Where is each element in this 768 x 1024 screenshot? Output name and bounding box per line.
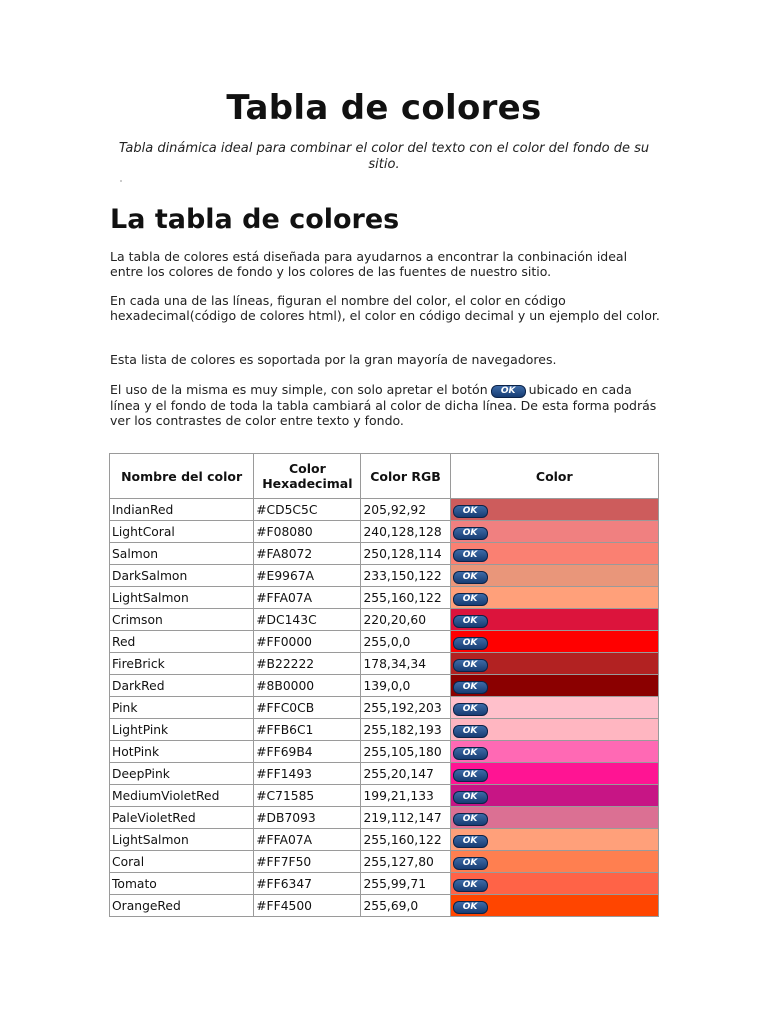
color-swatch-cell bbox=[450, 521, 658, 543]
color-hex-cell: #FFC0CB bbox=[254, 697, 361, 719]
color-rgb-cell: 205,92,92 bbox=[361, 499, 450, 521]
usage-text-after: ubicado en cada línea y el fondo de toda la tabla cambiará al color de dicha línea. De esta forma podrás ver los contrastes de color entre texto y fondo. bbox=[110, 382, 657, 428]
ok-button[interactable]: OK bbox=[453, 527, 488, 540]
ok-button[interactable]: OK bbox=[453, 703, 488, 716]
ok-button[interactable]: OK bbox=[453, 659, 488, 672]
color-swatch-cell bbox=[450, 543, 658, 565]
color-rgb-cell: 178,34,34 bbox=[361, 653, 450, 675]
color-name-cell: PaleVioletRed bbox=[110, 807, 254, 829]
color-name-cell: DarkSalmon bbox=[110, 565, 254, 587]
color-rgb-cell: 255,20,147 bbox=[361, 763, 450, 785]
color-swatch-cell bbox=[450, 565, 658, 587]
ok-button[interactable]: OK bbox=[453, 681, 488, 694]
usage-paragraph bbox=[110, 382, 660, 428]
color-name-cell: Tomato bbox=[110, 873, 254, 895]
color-name-cell: DarkRed bbox=[110, 675, 254, 697]
header-color-hex: Color Hexadecimal bbox=[254, 454, 361, 499]
color-swatch-cell bbox=[450, 719, 658, 741]
section-title: La tabla de colores bbox=[110, 204, 400, 235]
color-hex-cell: #DC143C bbox=[254, 609, 361, 631]
page-subtitle: Tabla dinámica ideal para combinar el color del texto con el color del fondo de su sitio. bbox=[118, 141, 650, 172]
table-row bbox=[110, 741, 659, 763]
color-name-cell: LightPink bbox=[110, 719, 254, 741]
color-name-cell: MediumVioletRed bbox=[110, 785, 254, 807]
ok-button[interactable]: OK bbox=[453, 549, 488, 562]
color-rgb-cell: 220,20,60 bbox=[361, 609, 450, 631]
color-swatch-cell bbox=[450, 763, 658, 785]
color-name-cell: Red bbox=[110, 631, 254, 653]
table-row bbox=[110, 873, 659, 895]
ok-button[interactable]: OK bbox=[453, 571, 488, 584]
table-row bbox=[110, 543, 659, 565]
color-hex-cell: #FF7F50 bbox=[254, 851, 361, 873]
color-hex-cell: #FF69B4 bbox=[254, 741, 361, 763]
color-rgb-cell: 250,128,114 bbox=[361, 543, 450, 565]
color-name-cell: FireBrick bbox=[110, 653, 254, 675]
ok-button[interactable]: OK bbox=[453, 879, 488, 892]
description-paragraph: En cada una de las líneas, figuran el nombre del color, el color en código hexadecimal(código de colores html), el color en código decimal y un ejemplo del color. bbox=[110, 293, 660, 324]
color-rgb-cell: 255,105,180 bbox=[361, 741, 450, 763]
color-rgb-cell: 139,0,0 bbox=[361, 675, 450, 697]
color-hex-cell: #FF0000 bbox=[254, 631, 361, 653]
color-rgb-cell: 233,150,122 bbox=[361, 565, 450, 587]
compatibility-paragraph: Esta lista de colores es soportada por la gran mayoría de navegadores. bbox=[110, 352, 557, 367]
color-swatch-cell bbox=[450, 851, 658, 873]
table-row bbox=[110, 807, 659, 829]
table-row bbox=[110, 631, 659, 653]
table-row bbox=[110, 587, 659, 609]
table-row bbox=[110, 697, 659, 719]
color-name-cell: LightSalmon bbox=[110, 829, 254, 851]
color-name-cell: Coral bbox=[110, 851, 254, 873]
color-name-cell: Pink bbox=[110, 697, 254, 719]
table-row bbox=[110, 675, 659, 697]
header-color-name: Nombre del color bbox=[110, 454, 254, 499]
color-rgb-cell: 199,21,133 bbox=[361, 785, 450, 807]
color-name-cell: OrangeRed bbox=[110, 895, 254, 917]
table-row bbox=[110, 565, 659, 587]
color-swatch-cell bbox=[450, 895, 658, 917]
color-name-cell: HotPink bbox=[110, 741, 254, 763]
table-row bbox=[110, 763, 659, 785]
color-table bbox=[109, 453, 659, 917]
color-swatch-cell bbox=[450, 697, 658, 719]
color-swatch-cell bbox=[450, 675, 658, 697]
color-name-cell: LightCoral bbox=[110, 521, 254, 543]
usage-text-before: El uso de la misma es muy simple, con solo apretar el botón bbox=[110, 382, 488, 397]
color-name-cell: DeepPink bbox=[110, 763, 254, 785]
table-header-row bbox=[110, 454, 659, 499]
table-row bbox=[110, 521, 659, 543]
color-name-cell: IndianRed bbox=[110, 499, 254, 521]
color-swatch-cell bbox=[450, 587, 658, 609]
table-row bbox=[110, 499, 659, 521]
intro-paragraph: La tabla de colores está diseñada para ayudarnos a encontrar la conbinación ideal entre los colores de fondo y los colores de las fuentes de nuestro sitio. bbox=[110, 249, 628, 280]
ok-button[interactable]: OK bbox=[453, 593, 488, 606]
ok-button[interactable]: OK bbox=[453, 769, 488, 782]
color-name-cell: Crimson bbox=[110, 609, 254, 631]
color-rgb-cell: 240,128,128 bbox=[361, 521, 450, 543]
color-swatch-cell bbox=[450, 499, 658, 521]
color-hex-cell: #FFB6C1 bbox=[254, 719, 361, 741]
table-row bbox=[110, 609, 659, 631]
color-swatch-cell bbox=[450, 741, 658, 763]
color-rgb-cell: 255,0,0 bbox=[361, 631, 450, 653]
color-swatch-cell bbox=[450, 631, 658, 653]
color-swatch-cell bbox=[450, 609, 658, 631]
color-name-cell: Salmon bbox=[110, 543, 254, 565]
ok-button[interactable]: OK bbox=[453, 505, 488, 518]
decorative-dot bbox=[120, 180, 122, 182]
color-hex-cell: #FF6347 bbox=[254, 873, 361, 895]
ok-button[interactable]: OK bbox=[453, 725, 488, 738]
color-hex-cell: #FFA07A bbox=[254, 587, 361, 609]
color-hex-cell: #C71585 bbox=[254, 785, 361, 807]
color-hex-cell: #B22222 bbox=[254, 653, 361, 675]
color-swatch-cell bbox=[450, 653, 658, 675]
ok-button[interactable]: OK bbox=[453, 637, 488, 650]
color-hex-cell: #FF1493 bbox=[254, 763, 361, 785]
ok-button[interactable]: OK bbox=[453, 835, 488, 848]
color-hex-cell: #E9967A bbox=[254, 565, 361, 587]
ok-button[interactable]: OK bbox=[453, 901, 488, 914]
color-rgb-cell: 255,192,203 bbox=[361, 697, 450, 719]
header-color-swatch: Color bbox=[450, 454, 658, 499]
color-rgb-cell: 255,182,193 bbox=[361, 719, 450, 741]
color-hex-cell: #FF4500 bbox=[254, 895, 361, 917]
ok-button[interactable]: OK bbox=[453, 747, 488, 760]
color-rgb-cell: 255,160,122 bbox=[361, 587, 450, 609]
ok-button-example[interactable]: OK bbox=[491, 385, 526, 398]
color-swatch-cell bbox=[450, 873, 658, 895]
page-title: Tabla de colores bbox=[226, 88, 542, 128]
color-name-cell: LightSalmon bbox=[110, 587, 254, 609]
table-row bbox=[110, 653, 659, 675]
color-hex-cell: #CD5C5C bbox=[254, 499, 361, 521]
color-rgb-cell: 255,160,122 bbox=[361, 829, 450, 851]
color-table-body bbox=[110, 499, 659, 917]
header-color-rgb: Color RGB bbox=[361, 454, 450, 499]
color-hex-cell: #F08080 bbox=[254, 521, 361, 543]
ok-button[interactable]: OK bbox=[453, 791, 488, 804]
color-swatch-cell bbox=[450, 829, 658, 851]
color-rgb-cell: 255,99,71 bbox=[361, 873, 450, 895]
table-row bbox=[110, 719, 659, 741]
color-rgb-cell: 255,69,0 bbox=[361, 895, 450, 917]
color-hex-cell: #8B0000 bbox=[254, 675, 361, 697]
color-rgb-cell: 219,112,147 bbox=[361, 807, 450, 829]
color-rgb-cell: 255,127,80 bbox=[361, 851, 450, 873]
color-hex-cell: #FFA07A bbox=[254, 829, 361, 851]
table-row bbox=[110, 851, 659, 873]
color-hex-cell: #FA8072 bbox=[254, 543, 361, 565]
table-row bbox=[110, 829, 659, 851]
ok-button[interactable]: OK bbox=[453, 615, 488, 628]
color-hex-cell: #DB7093 bbox=[254, 807, 361, 829]
ok-button[interactable]: OK bbox=[453, 857, 488, 870]
color-swatch-cell bbox=[450, 785, 658, 807]
table-row bbox=[110, 785, 659, 807]
color-swatch-cell bbox=[450, 807, 658, 829]
ok-button[interactable]: OK bbox=[453, 813, 488, 826]
table-row bbox=[110, 895, 659, 917]
